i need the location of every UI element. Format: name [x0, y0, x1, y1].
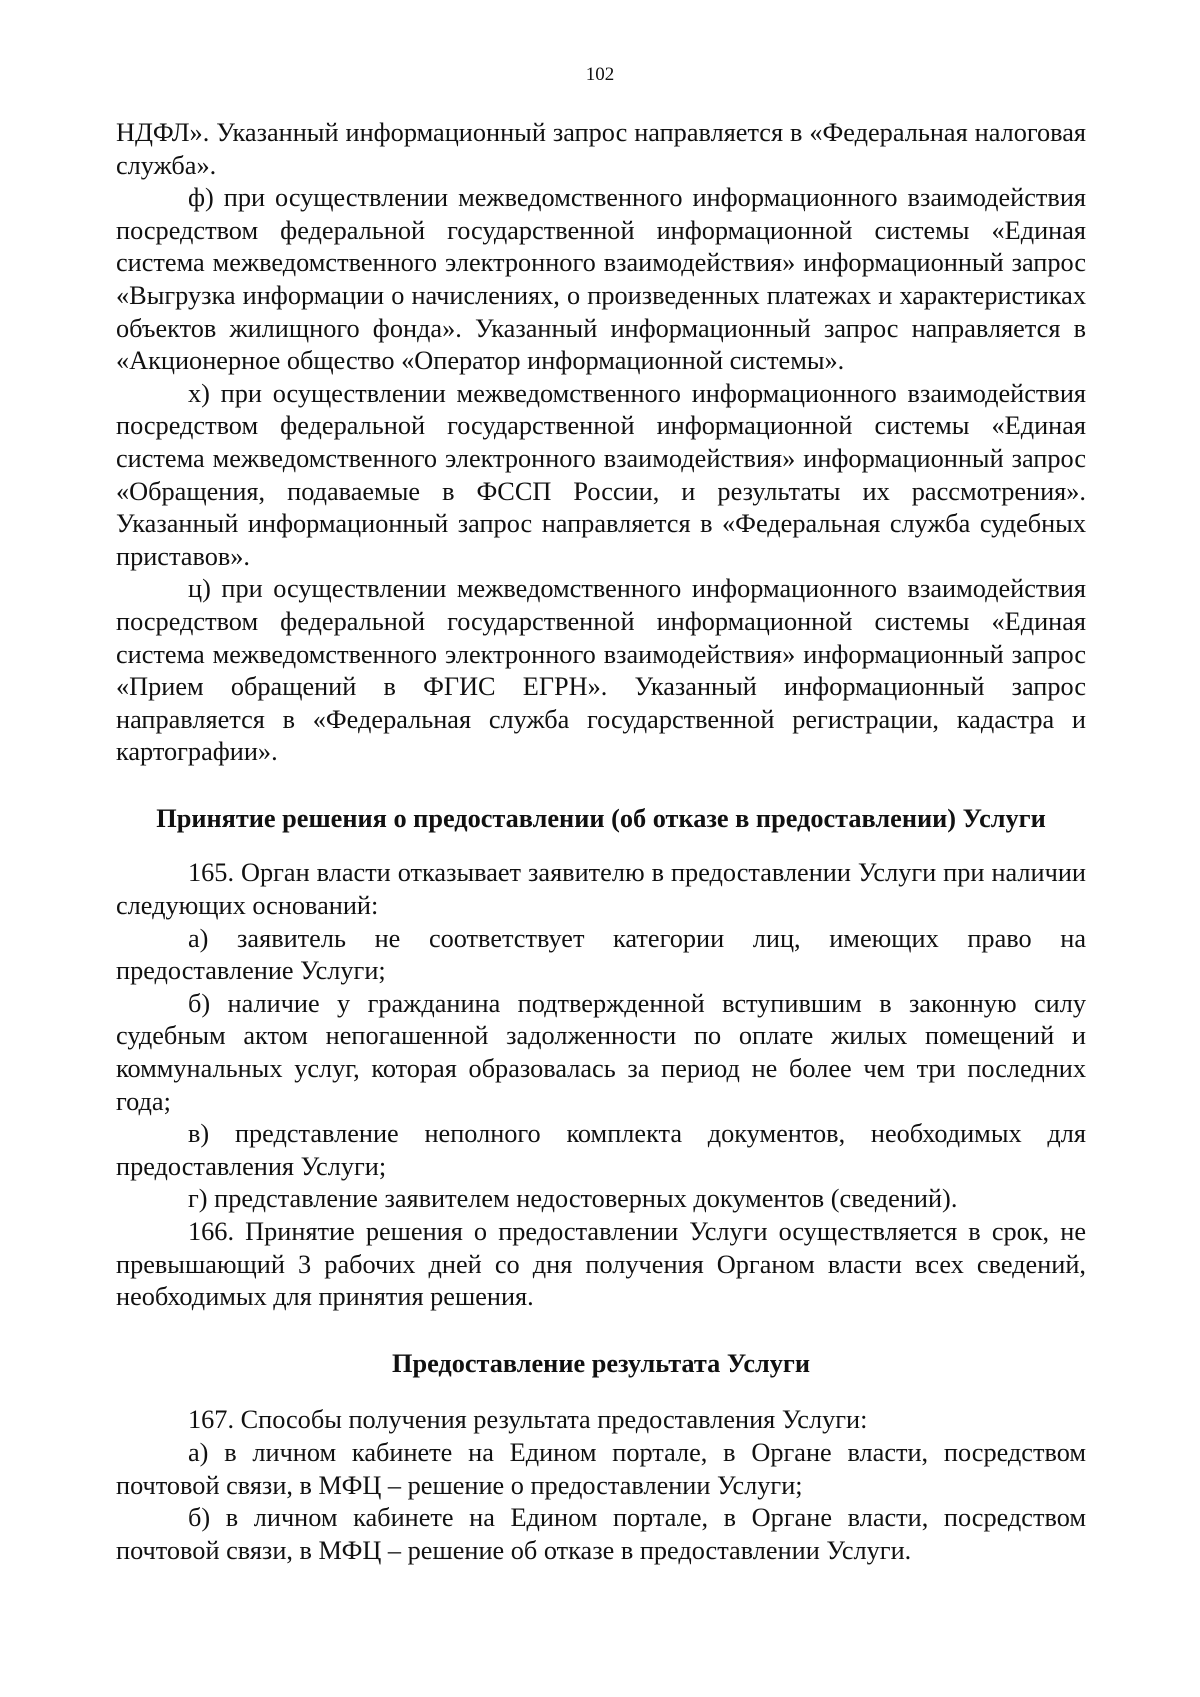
page-number: 102 [585, 64, 615, 85]
paragraph-continuation: НДФЛ». Указанный информационный запрос направляется в «Федеральная налоговая служба». [116, 118, 1086, 180]
paragraph-166: 166. Принятие решения о предоставлении Услуги осуществляется в срок, не превышающий 3 рабочих дней со дня получения Органом власти всех сведений, необходимых для принятия решения. [116, 1217, 1086, 1312]
section-heading-result: Предоставление результата Услуги [391, 1348, 810, 1378]
paragraph-165-v: в) представление неполного комплекта документов, необходимых для предоставления Услуги; [116, 1119, 1086, 1181]
paragraph-item-ts: ц) при осуществлении межведомственного информационного взаимодействия посредством федеральной государственной информационной системы «Единая система межведомственного электронного взаимодействия» информационный запрос «Прием обращений в ФГИС ЕГРН». Указанный информационный запрос направляется в «Федеральная служба государственной регистрации, кадастра и картографии». [116, 574, 1086, 767]
section-heading-decision: Принятие решения о предоставлении (об отказе в предоставлении) Услуги [156, 803, 1046, 833]
paragraph-167-a: а) в личном кабинете на Едином портале, в Органе власти, посредством почтовой связи, в МФЦ – решение о предоставлении Услуги; [116, 1437, 1086, 1500]
paragraph-167: 167. Способы получения результата предоставления Услуги: [188, 1405, 868, 1435]
paragraph-165-g: г) представление заявителем недостоверных документов (сведений). [188, 1184, 958, 1214]
paragraph-167-b: б) в личном кабинете на Едином портале, в Органе власти, посредством почтовой связи, в МФЦ – решение об отказе в предоставлении Услуги. [116, 1503, 1086, 1565]
paragraph-165-a: а) заявитель не соответствует категории лиц, имеющих право на предоставление Услуги; [116, 923, 1086, 986]
paragraph-165-b: б) наличие у гражданина подтвержденной вступившим в законную силу судебным актом непогашенной задолженности по оплате жилых помещений и коммунальных услуг, которая образовалась за период не более чем три последних года; [116, 988, 1086, 1116]
paragraph-item-f: ф) при осуществлении межведомственного информационного взаимодействия посредством федеральной государственной информационной системы «Единая система межведомственного электронного взаимодействия» информационный запрос «Выгрузка информации о начислениях, о произведенных платежах и характеристиках объектов жилищного фонда». Указанный информационный запрос направляется в «Акционерное общество «Оператор информационной системы». [116, 183, 1086, 376]
paragraph-item-kh: х) при осуществлении межведомственного информационного взаимодействия посредством федеральной государственной информационной системы «Единая система межведомственного электронного взаимодействия» информационный запрос «Обращения, подаваемые в ФССП России, и результаты их рассмотрения». Указанный информационный запрос направляется в «Федеральная служба судебных приставов». [116, 378, 1086, 571]
document-body [116, 117, 1086, 1567]
paragraph-165: 165. Орган власти отказывает заявителю в предоставлении Услуги при наличии следующих оснований: [116, 858, 1086, 921]
